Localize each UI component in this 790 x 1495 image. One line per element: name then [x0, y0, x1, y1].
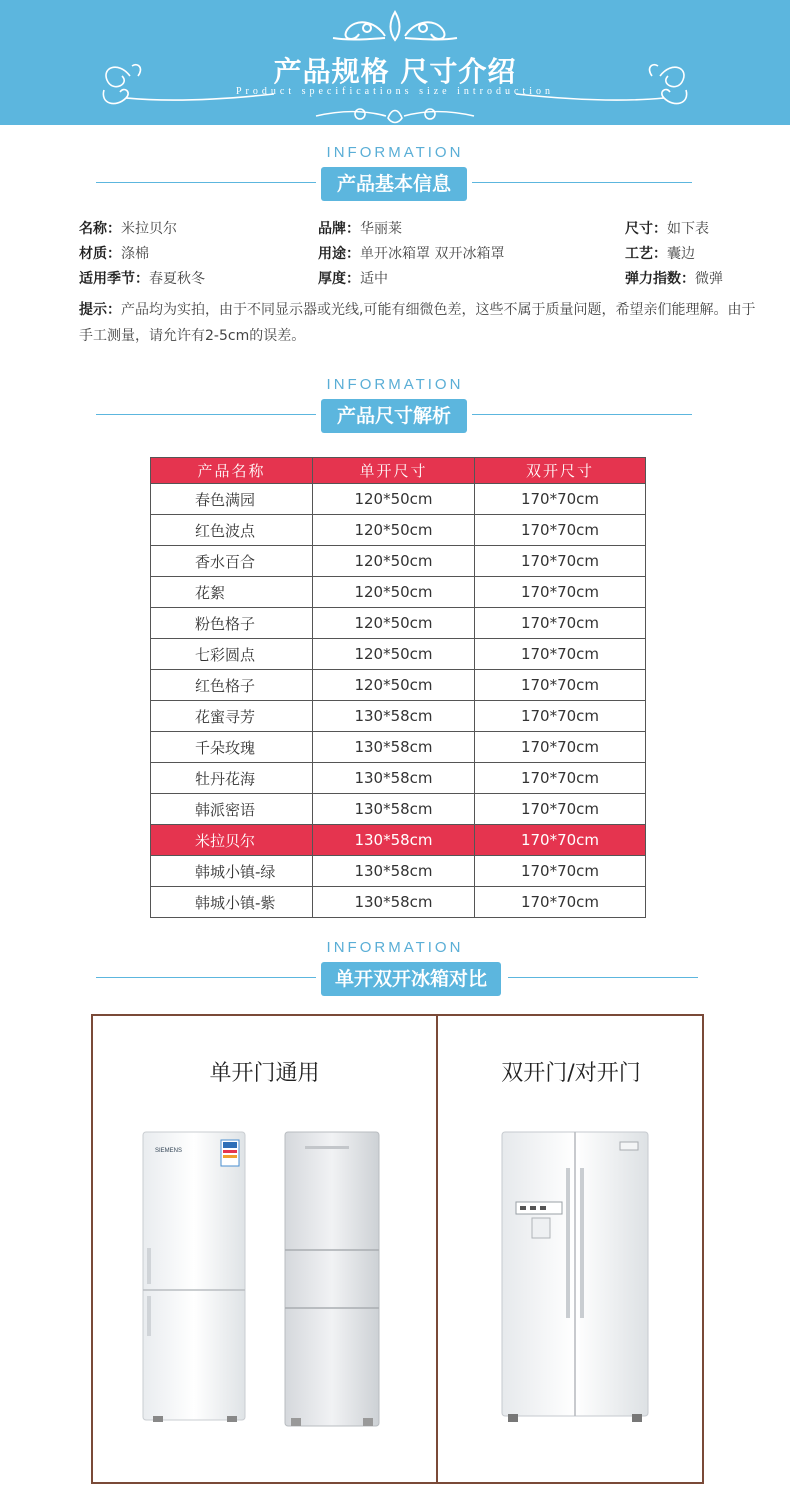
top-ornament-icon [325, 8, 465, 44]
use-value: 单开冰箱罩 双开冰箱罩 [360, 246, 505, 262]
thickness-value: 适中 [360, 271, 388, 287]
table-row [151, 794, 646, 825]
double-size-cell: 170*70cm [475, 856, 646, 887]
brand-label: 品牌： [318, 221, 360, 237]
column-header: 单开尺寸 [313, 458, 475, 484]
tip-text: 产品均为实拍，由于不同显示器或光线,可能有细微色差，这些不属于质量问题，希望亲们能理解。由于手工测量，请允许有2-5cm的误差。 [79, 302, 756, 344]
single-size-cell: 130*58cm [313, 825, 475, 856]
brand-value: 华丽莱 [360, 221, 402, 237]
section-en-label: INFORMATION [326, 939, 464, 956]
single-size-cell: 120*50cm [313, 670, 475, 701]
table-row [151, 856, 646, 887]
section-header-fridge-compare [0, 939, 790, 999]
product-name-cell: 韩派密语 [151, 794, 313, 825]
table-header-row [151, 458, 646, 484]
single-size-cell: 120*50cm [313, 515, 475, 546]
divider-line [472, 182, 692, 183]
product-name-cell: 米拉贝尔 [151, 825, 313, 856]
elastic-label: 弹力指数： [625, 271, 695, 287]
table-row [151, 825, 646, 856]
double-size-cell: 170*70cm [475, 794, 646, 825]
column-header: 产品名称 [151, 458, 313, 484]
table-row [151, 763, 646, 794]
double-size-cell: 170*70cm [475, 546, 646, 577]
single-size-cell: 120*50cm [313, 484, 475, 515]
divider-line [96, 414, 316, 415]
single-size-cell: 120*50cm [313, 577, 475, 608]
product-name-cell: 红色格子 [151, 670, 313, 701]
divider-line [96, 977, 316, 978]
section-header-size-analysis [0, 376, 790, 436]
double-size-cell: 170*70cm [475, 825, 646, 856]
product-name-cell: 韩城小镇-紫 [151, 887, 313, 918]
single-size-cell: 130*58cm [313, 732, 475, 763]
name-label: 名称： [79, 221, 121, 237]
bottom-ornament-icon [312, 104, 478, 125]
double-size-cell: 170*70cm [475, 887, 646, 918]
banner-title: 产品规格 尺寸介绍 [273, 55, 517, 88]
double-size-cell: 170*70cm [475, 732, 646, 763]
banner-subtitle: Product specifications size introduction [235, 86, 555, 97]
fridge-compare-panel [91, 1014, 704, 1484]
product-name-cell: 韩城小镇-绿 [151, 856, 313, 887]
tip-note [79, 297, 759, 349]
product-name-cell: 香水百合 [151, 546, 313, 577]
section-header-basic-info [0, 144, 790, 204]
craft-label: 工艺： [625, 246, 667, 262]
single-size-cell: 130*58cm [313, 887, 475, 918]
divider-line [472, 414, 692, 415]
single-door-fridge-silver-image [281, 1128, 385, 1432]
double-size-cell: 170*70cm [475, 670, 646, 701]
section-en-label: INFORMATION [326, 376, 464, 393]
table-row [151, 670, 646, 701]
header-banner [0, 0, 790, 125]
product-name-cell: 粉色格子 [151, 608, 313, 639]
single-size-cell: 130*58cm [313, 794, 475, 825]
size-table-body [151, 484, 646, 918]
double-door-title: 双开门/对开门 [501, 1061, 641, 1086]
divider-line [508, 977, 698, 978]
material-value: 涤棉 [121, 246, 149, 262]
product-name-cell: 花絮 [151, 577, 313, 608]
product-name-cell: 花蜜寻芳 [151, 701, 313, 732]
season-label: 适用季节： [79, 271, 149, 287]
table-row [151, 577, 646, 608]
season-value: 春夏秋冬 [149, 271, 205, 287]
double-size-cell: 170*70cm [475, 701, 646, 732]
single-size-cell: 120*50cm [313, 546, 475, 577]
single-size-cell: 120*50cm [313, 608, 475, 639]
tip-label: 提示： [79, 302, 121, 318]
section-title: 产品基本信息 [321, 167, 467, 201]
double-size-cell: 170*70cm [475, 639, 646, 670]
product-name-cell: 七彩圆点 [151, 639, 313, 670]
product-name-cell: 牡丹花海 [151, 763, 313, 794]
use-label: 用途： [318, 246, 360, 262]
single-size-cell: 120*50cm [313, 639, 475, 670]
name-value: 米拉贝尔 [121, 221, 177, 237]
single-size-cell: 130*58cm [313, 763, 475, 794]
table-row [151, 639, 646, 670]
thickness-label: 厚度： [318, 271, 360, 287]
double-door-fridge-image [498, 1128, 652, 1428]
double-size-cell: 170*70cm [475, 515, 646, 546]
double-size-cell: 170*70cm [475, 608, 646, 639]
single-size-cell: 130*58cm [313, 856, 475, 887]
section-title: 单开双开冰箱对比 [321, 962, 501, 996]
size-label: 尺寸： [625, 221, 667, 237]
size-table [150, 457, 646, 918]
table-row [151, 546, 646, 577]
table-row [151, 484, 646, 515]
section-title: 产品尺寸解析 [321, 399, 467, 433]
table-row [151, 887, 646, 918]
product-name-cell: 红色波点 [151, 515, 313, 546]
column-header: 双开尺寸 [475, 458, 646, 484]
divider-line [96, 182, 316, 183]
table-row [151, 732, 646, 763]
elastic-value: 微弹 [695, 271, 723, 287]
double-size-cell: 170*70cm [475, 484, 646, 515]
table-row [151, 608, 646, 639]
product-name-cell: 千朵玫瑰 [151, 732, 313, 763]
craft-value: 囊边 [667, 246, 695, 262]
fridge-brand-label: SIEMENS [155, 1148, 183, 1154]
section-en-label: INFORMATION [326, 144, 464, 161]
single-size-cell: 130*58cm [313, 701, 475, 732]
single-door-fridge-image [139, 1128, 251, 1428]
table-row [151, 701, 646, 732]
double-size-cell: 170*70cm [475, 763, 646, 794]
material-label: 材质： [79, 246, 121, 262]
single-door-title: 单开门通用 [209, 1061, 320, 1086]
product-name-cell: 春色满园 [151, 484, 313, 515]
table-row [151, 515, 646, 546]
double-size-cell: 170*70cm [475, 577, 646, 608]
size-value: 如下表 [667, 221, 709, 237]
